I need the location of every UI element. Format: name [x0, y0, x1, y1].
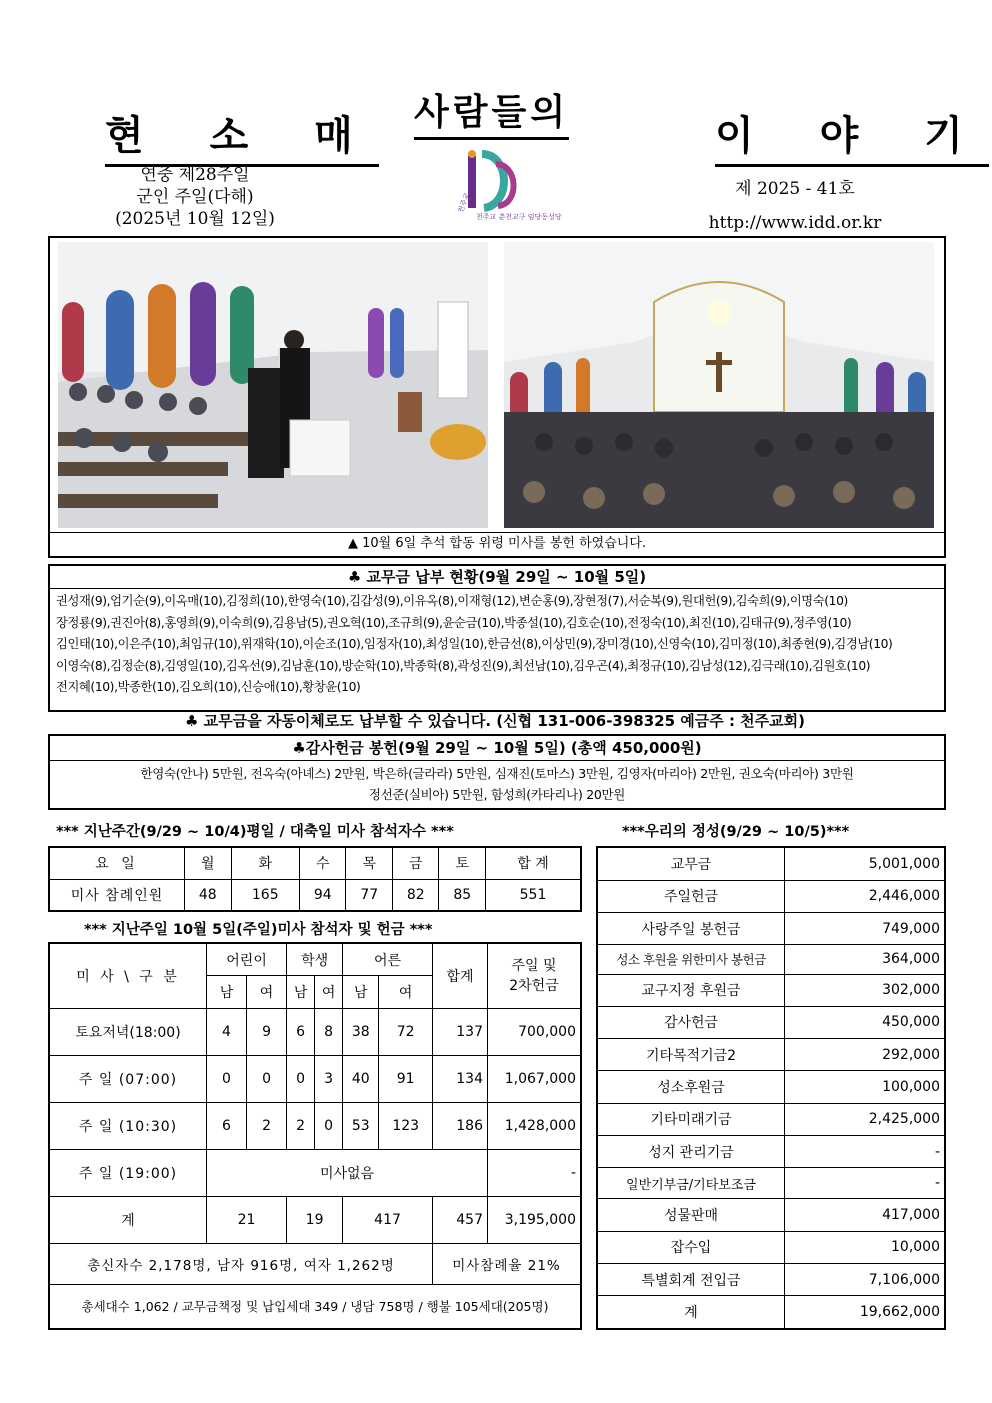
weekday-header: 월: [185, 847, 232, 879]
sunday-attendance-title: *** 지난주일 10월 5일(주일)미사 참석자 및 헌금 ***: [84, 922, 433, 938]
weekday-header: 금: [392, 847, 439, 879]
mass-header: 미 사 \ 구 분: [49, 943, 207, 1008]
sum-students: 19: [287, 1196, 343, 1243]
table-row: [49, 1055, 581, 1102]
cell: 0: [315, 1102, 343, 1149]
liturgy-sunday: 군인 주일(다해): [136, 187, 254, 207]
finance-row: [597, 1071, 945, 1103]
weekday-attendance-table: [48, 846, 582, 912]
children-header: 어린이: [207, 943, 287, 976]
memorial-mass-photo-right: [504, 242, 934, 528]
cell-offering: 1,067,000: [488, 1055, 582, 1102]
finance-row: [597, 1199, 945, 1231]
photo-frame: [48, 236, 946, 558]
finance-value: -: [785, 1136, 946, 1168]
believers-summary: 총신자수 2,178명, 남자 916명, 여자 1,262명: [49, 1243, 433, 1284]
female-header: 여: [247, 976, 287, 1009]
cell-total: 137: [433, 1008, 488, 1055]
finance-title: ***우리의 정성(9/29 ~ 10/5)***: [622, 824, 850, 840]
finance-row: [597, 1006, 945, 1038]
total-header: 합계: [433, 943, 488, 1008]
dues-line: 장정룡(9),권진아(8),홍영희(9),이숙희(9),김용남(5),권오혁(10),조규희(9),윤순금(10),박종설(10),김호순(10),전정숙(10),최진(10),김태규(9),정주영(10): [56, 615, 852, 630]
weekday-value: 94: [299, 879, 346, 911]
finance-label: 기타목적기금2: [597, 1039, 785, 1071]
dues-line: 김인태(10),이은주(10),최임규(10),위재학(10),이순조(10),임정자(10),최성일(10),한금선(8),이상민(9),장미경(10),신영숙(10),김미정(10),최종현(9),김경남(10): [56, 637, 893, 651]
finance-value: 364,000: [785, 945, 946, 974]
finance-label: 교구지정 후원금: [597, 974, 785, 1006]
male-header: 남: [287, 976, 315, 1009]
cell: 2: [287, 1102, 315, 1149]
cell: 6: [287, 1008, 315, 1055]
finance-value: 19,662,000: [785, 1296, 946, 1329]
finance-row: [597, 1231, 945, 1263]
cell: 40: [343, 1055, 379, 1102]
cell: 38: [343, 1008, 379, 1055]
liturgy-week: 연중 제28주일: [140, 165, 250, 185]
weekday-header: 목: [346, 847, 393, 879]
finance-value: -: [785, 1168, 946, 1199]
masthead-left-title: [105, 104, 379, 161]
memorial-mass-photo-left: [58, 242, 488, 528]
cell-offering: 700,000: [488, 1008, 582, 1055]
finance-label: 계: [597, 1296, 785, 1329]
offering-header-text: 주일 및 2차헌금: [509, 957, 559, 994]
liturgy-info: [100, 164, 290, 230]
cell: 0: [287, 1055, 315, 1102]
cell: 9: [247, 1008, 287, 1055]
dues-box: [48, 564, 946, 712]
finance-row: [597, 945, 945, 974]
weekday-value: 551: [486, 879, 582, 911]
finance-label: 성소후원금: [597, 1071, 785, 1103]
finance-value: 292,000: [785, 1039, 946, 1071]
cell: 6: [207, 1102, 247, 1149]
finance-label: 성지 관리기금: [597, 1136, 785, 1168]
finance-label: 일반기부금/기타보조금: [597, 1168, 785, 1199]
cell: 91: [379, 1055, 433, 1102]
weekday-header: 요 일: [49, 847, 185, 879]
sum-label: 계: [49, 1196, 207, 1243]
bulletin-date: (2025년 10월 12일): [115, 209, 275, 229]
finance-row: [597, 1168, 945, 1199]
thanks-line: 한영숙(안나) 5만원, 전옥숙(아녜스) 2만원, 박은하(글라라) 5만원, 심재진(토마스) 3만원, 김영자(마리아) 2만원, 권오숙(마리아) 3만원: [140, 766, 854, 781]
right-title-text: 이 야 기: [715, 112, 989, 159]
weekday-header: 토: [439, 847, 486, 879]
finance-label: 특별회계 전입금: [597, 1263, 785, 1295]
finance-label: 기타미래기금: [597, 1103, 785, 1135]
dues-title: ♣ 교무금 납부 현황(9월 29일 ~ 10월 5일): [50, 566, 944, 589]
weekday-header: 합 계: [486, 847, 582, 879]
auto-transfer-notice: ♣ 교무금을 자동이체로도 납부할 수 있습니다. (신협 131-006-398325 예금주 : 천주교회): [184, 712, 805, 730]
finance-label: 사랑주일 봉헌금: [597, 912, 785, 944]
cell: 0: [247, 1055, 287, 1102]
finance-label: 성소 후원을 위한미사 봉헌금: [597, 945, 785, 974]
table-row-sum: [49, 1196, 581, 1243]
masthead-center-title: [414, 84, 569, 135]
table-row: [49, 1102, 581, 1149]
weekday-value: 85: [439, 879, 486, 911]
male-header: 남: [207, 976, 247, 1009]
finance-label: 주일헌금: [597, 880, 785, 912]
finance-row: [597, 847, 945, 880]
issue-info: [690, 172, 900, 240]
mass-label: 주 일 (10:30): [49, 1102, 207, 1149]
cell-offering: -: [488, 1149, 582, 1196]
thanks-line: 정선준(실비아) 5만원, 함성희(카타리나) 20만원: [368, 787, 626, 802]
finance-label: 감사헌금: [597, 1006, 785, 1038]
finance-row: [597, 912, 945, 944]
cell-total: 134: [433, 1055, 488, 1102]
cell: 53: [343, 1102, 379, 1149]
masthead-right-title: [715, 104, 989, 161]
female-header: 여: [379, 976, 433, 1009]
cell: 8: [315, 1008, 343, 1055]
sunday-attendance-table: [48, 942, 582, 1330]
thanks-box: [48, 734, 946, 810]
sum-children: 21: [207, 1196, 287, 1243]
weekday-header: 화: [231, 847, 299, 879]
adults-header: 어른: [343, 943, 433, 976]
attendance-rate: 미사참례율 21%: [433, 1243, 582, 1284]
photo-caption: ▲ 10월 6일 추석 합동 위령 미사를 봉헌 하였습니다.: [50, 532, 944, 555]
weekday-row-label: 미사 참례인원: [49, 879, 185, 911]
finance-row: [597, 1039, 945, 1071]
thanks-title: ♣감사헌금 봉헌(9월 29일 ~ 10월 5일) (총액 450,000원): [50, 736, 944, 761]
weekday-value: 165: [231, 879, 299, 911]
thanks-list: [50, 761, 944, 807]
weekday-value: 82: [392, 879, 439, 911]
finance-label: 잡수입: [597, 1231, 785, 1263]
left-title-text: 현 소 매: [105, 112, 379, 159]
female-header: 여: [315, 976, 343, 1009]
sum-adults: 417: [343, 1196, 433, 1243]
finance-row: [597, 1136, 945, 1168]
svg-text:천주교: 천주교: [456, 192, 472, 214]
male-header: 남: [343, 976, 379, 1009]
cell-total: 186: [433, 1102, 488, 1149]
households-summary: 총세대수 1,062 / 교무금책정 및 납입세대 349 / 냉담 758명 / 행불 105세대(205명): [49, 1284, 581, 1329]
mass-label: 토요저녁(18:00): [49, 1008, 207, 1055]
no-mass-text: 미사없음: [207, 1149, 488, 1196]
finance-value: 7,106,000: [785, 1263, 946, 1295]
finance-table: [596, 846, 946, 1330]
weekday-attendance-title: *** 지난주간(9/29 ~ 10/4)평일 / 대축일 미사 참석자수 ***: [56, 824, 454, 840]
dues-line: 권성재(9),엄기순(9),이옥매(10),김정희(10),한영숙(10),김갑성(9),이유옥(8),이재형(12),변순홍(9),장현정(7),서순복(9),원대헌(9),김숙희(9),이명숙(10): [56, 594, 848, 608]
finance-value: 417,000: [785, 1199, 946, 1231]
weekday-value: 48: [185, 879, 232, 911]
center-title-text: 사람들의: [414, 91, 570, 133]
dues-line: 전지혜(10),박종한(10),김오희(10),신승애(10),황창윤(10): [56, 680, 361, 694]
finance-row: [597, 1103, 945, 1135]
cell: 3: [315, 1055, 343, 1102]
finance-value: 2,446,000: [785, 880, 946, 912]
cell: 123: [379, 1102, 433, 1149]
dues-list: [50, 589, 944, 701]
finance-row-total: [597, 1296, 945, 1329]
table-row-no-mass: [49, 1149, 581, 1196]
students-header: 학생: [287, 943, 343, 976]
weekday-value: 77: [346, 879, 393, 911]
issue-number: 제 2025 - 41호: [735, 179, 855, 199]
cell: 4: [207, 1008, 247, 1055]
finance-label: 성물판매: [597, 1199, 785, 1231]
finance-row: [597, 1263, 945, 1295]
logo-caption: 천주교 춘천교구 임당동성당: [476, 213, 562, 221]
sum-offering: 3,195,000: [488, 1196, 582, 1243]
mass-label: 주 일 (19:00): [49, 1149, 207, 1196]
website-link[interactable]: http://www.idd.or.kr: [708, 213, 882, 233]
dues-line: 이영숙(8),김정순(8),김영일(10),김옥선(9),김남훈(10),방순학(10),박종학(8),곽성진(9),최선남(10),김우곤(4),최정규(10),김남성(12),김극래(10),김원호(10): [56, 658, 871, 673]
finance-value: 5,001,000: [785, 847, 946, 880]
finance-value: 450,000: [785, 1006, 946, 1038]
finance-row: [597, 880, 945, 912]
cell-offering: 1,428,000: [488, 1102, 582, 1149]
finance-value: 10,000: [785, 1231, 946, 1263]
finance-label: 교무금: [597, 847, 785, 880]
finance-value: 2,425,000: [785, 1103, 946, 1135]
offering-header: [488, 943, 582, 1008]
finance-value: 749,000: [785, 912, 946, 944]
cell: 72: [379, 1008, 433, 1055]
finance-value: 302,000: [785, 974, 946, 1006]
table-row: [49, 1008, 581, 1055]
finance-value: 100,000: [785, 1071, 946, 1103]
cell: 2: [247, 1102, 287, 1149]
finance-row: [597, 974, 945, 1006]
weekday-header: 수: [299, 847, 346, 879]
sum-total: 457: [433, 1196, 488, 1243]
cell: 0: [207, 1055, 247, 1102]
mass-label: 주 일 (07:00): [49, 1055, 207, 1102]
